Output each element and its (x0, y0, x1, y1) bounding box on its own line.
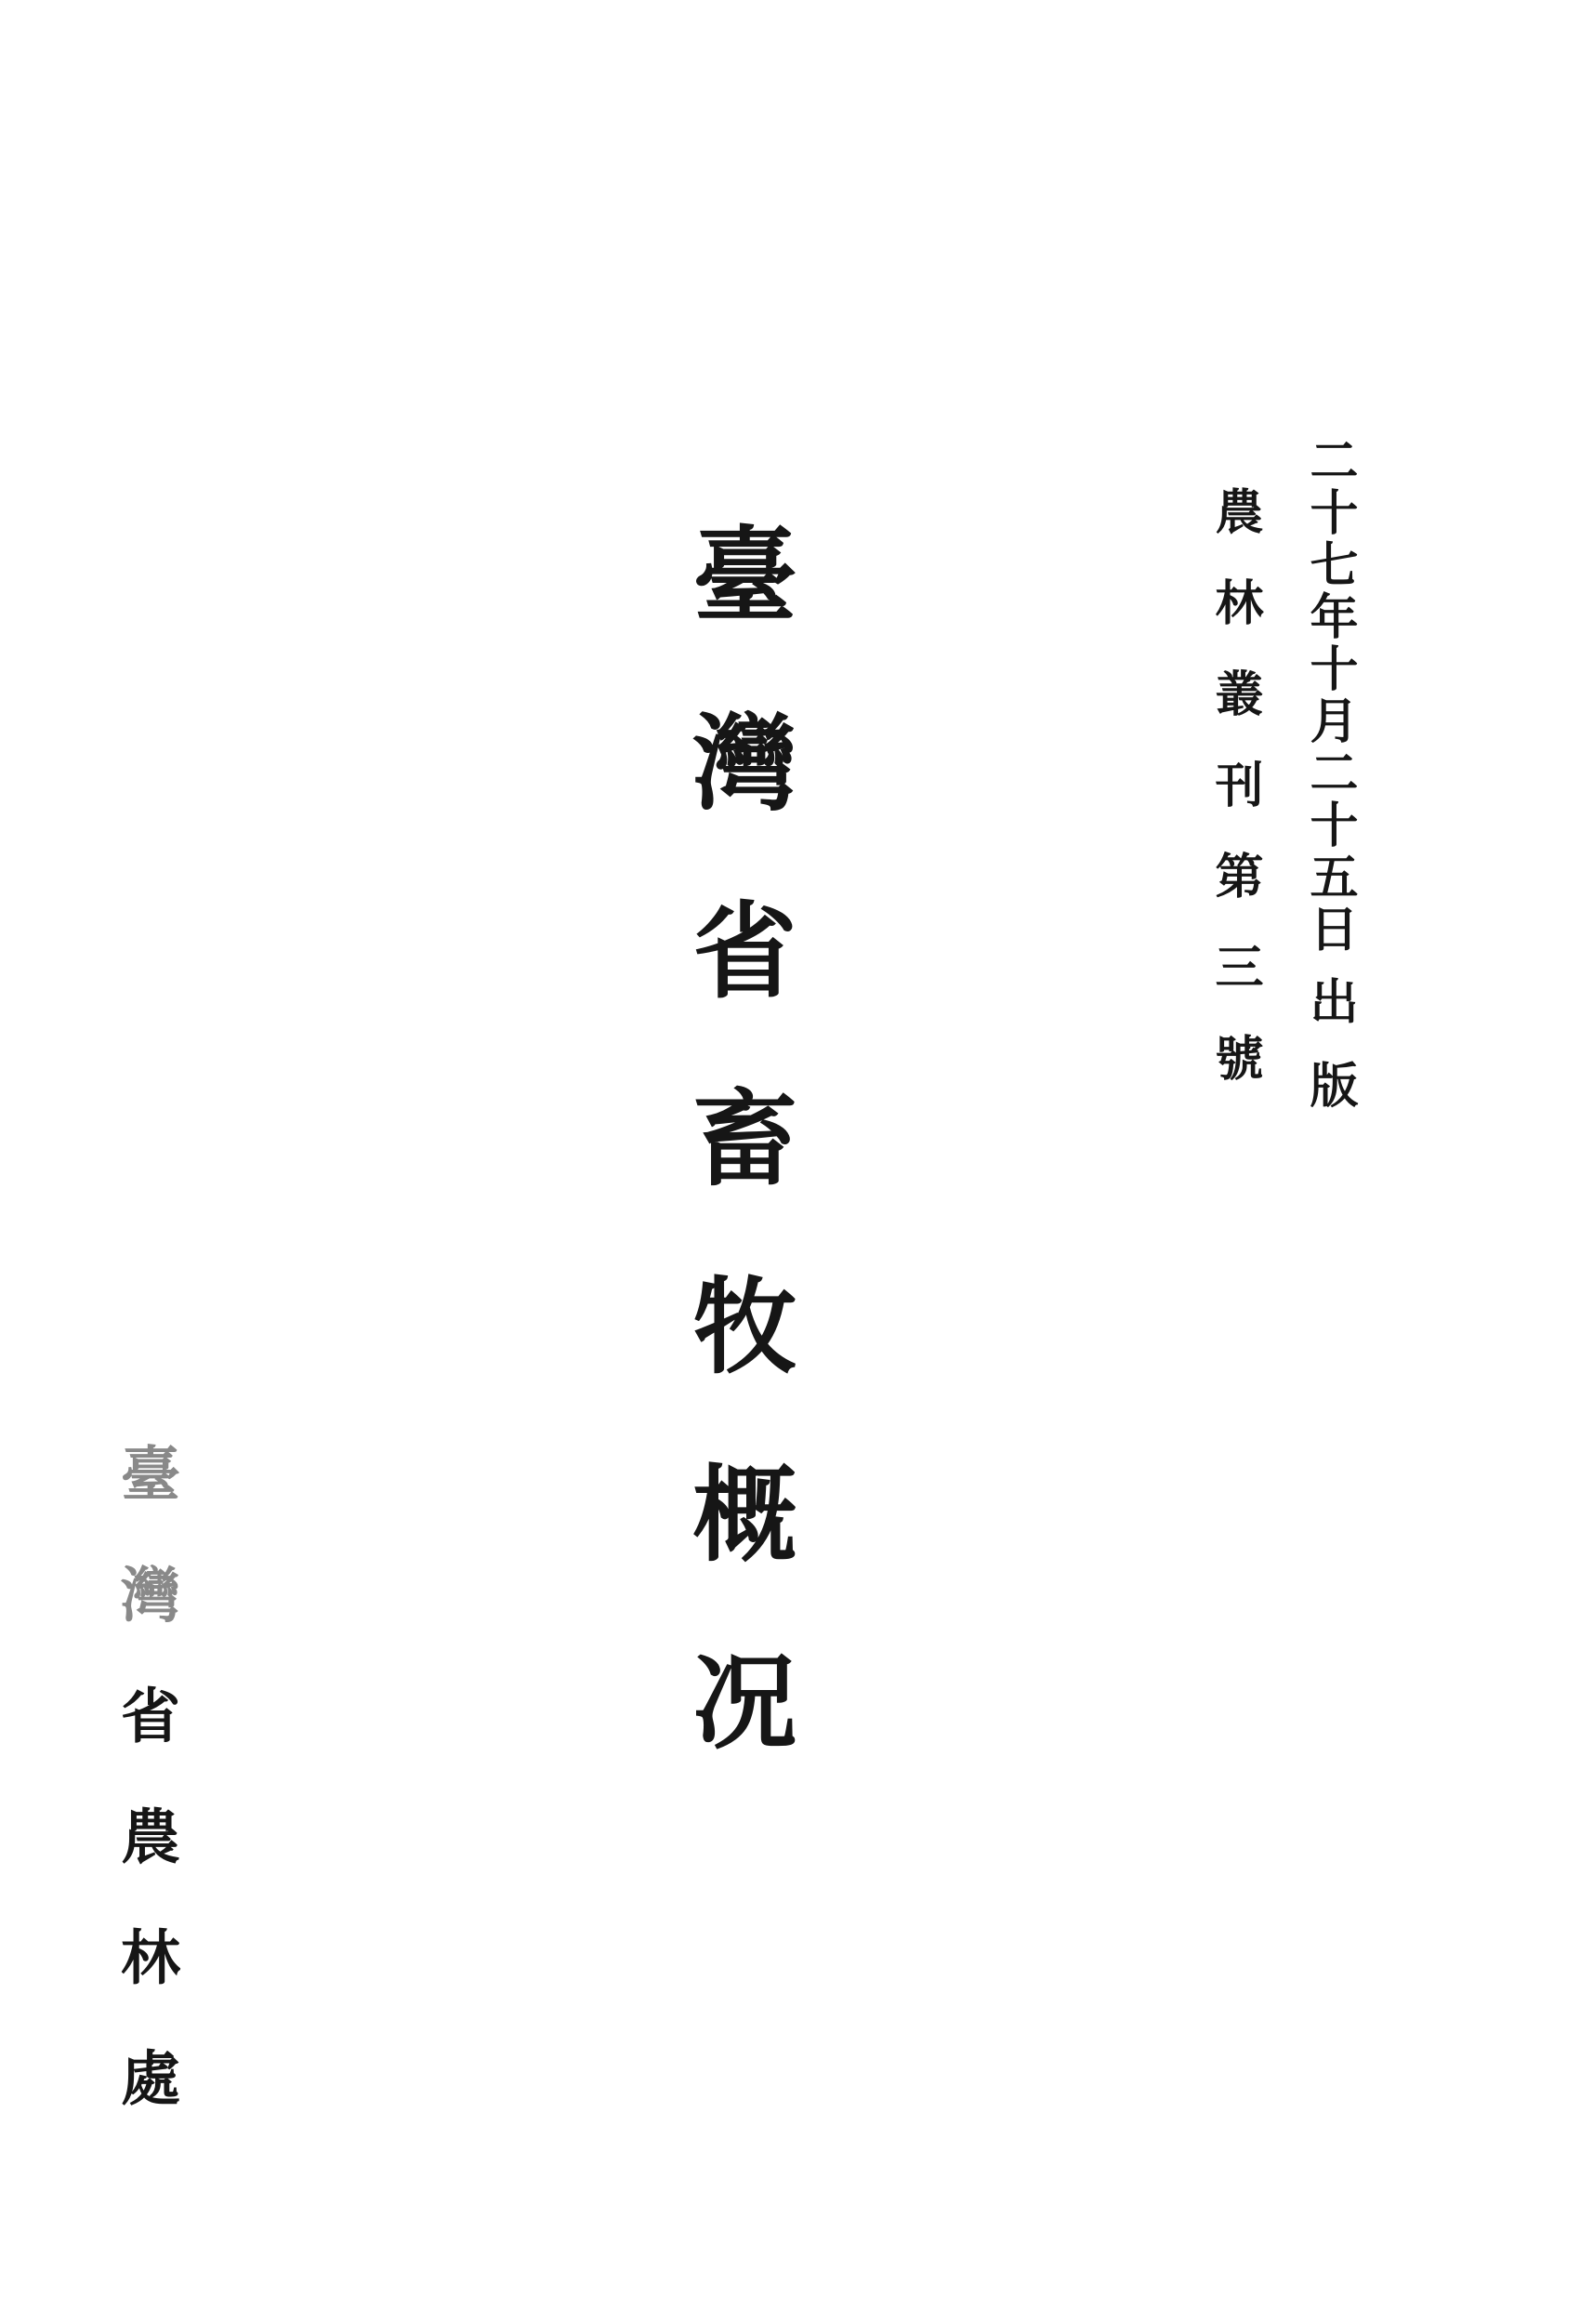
publication-date-column (1301, 435, 1358, 1112)
publication-date-text: 二十七年十月二十五日 (1301, 435, 1358, 956)
publication-word-chu: 出 (1301, 976, 1358, 1028)
publication-word-ban: 版 (1301, 1060, 1358, 1112)
publisher-text-faded: 臺灣 (111, 1443, 180, 1684)
publisher-column (111, 1443, 180, 2168)
book-title (676, 521, 797, 1835)
publisher-text-rest: 省農林處 (111, 1684, 180, 2168)
series-text: 農林叢刊第三號 (1206, 486, 1263, 1124)
series-column (1206, 486, 1263, 1124)
book-title-text: 臺灣省畜牧概况 (676, 521, 797, 1835)
